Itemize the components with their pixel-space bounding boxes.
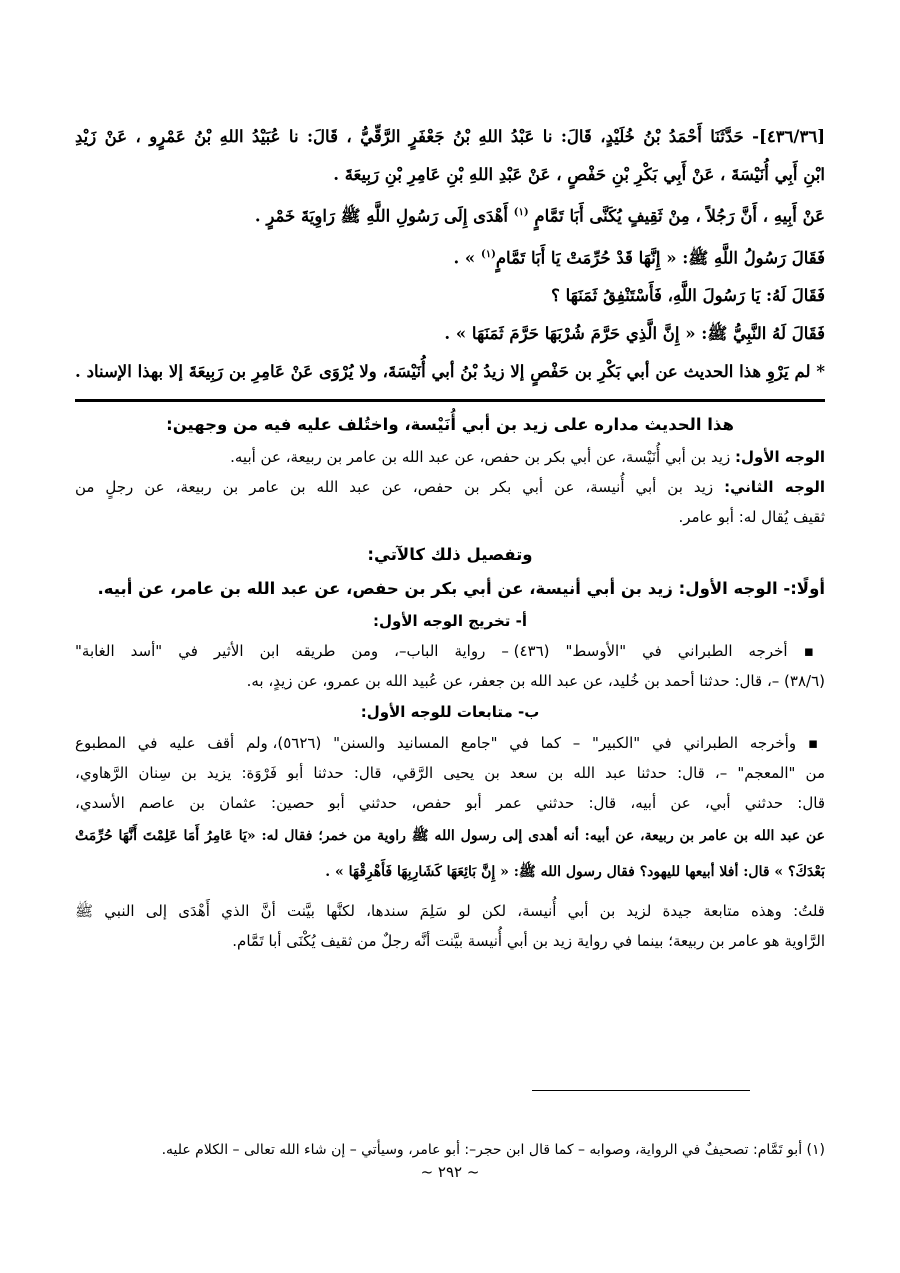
footnote-marker[interactable]: (١) [481, 248, 496, 260]
hadith-line-2: ابْنِ أَبِي أُنَيْسَةَ ، عَنْ أَبِي بَكْرِ بْنِ حَفْصٍ ، عَنْ عَبْدِ اللهِ بْنِ عَامِرِ بْنِ رَبِيعَةَ . [333, 165, 825, 184]
hadith-line-7: * لم يَرْوِ هذا الحديث عن أبي بَكْرِ بن حَفْصٍ إلا زيدُ بْنُ أبي أُنَيْسَةَ، ولا يُرْوَى عَنْ عَامِرِ بن رَبِيعَةَ إلا بهذا الإسناد . [75, 362, 825, 381]
footnote: (١) أبو تَمَّام: تصحيفٌ في الرواية، وصوابه – كما قال ابن حجر–: أبو عامر، وسيأتي – إن شاء الله تعالى – الكلام عليه. [161, 1142, 825, 1158]
section-divider [75, 399, 825, 402]
qult-text: وهذه متابعة جيدة لزيد بن أبي أُنيسة، لكن لو سَلِمَ سندها، لكنَّها بيَّنت أنَّ الذي أَهْدَى إلى النبي ﷺ [75, 902, 782, 920]
qult-label: قلتُ: [793, 902, 825, 920]
hadith-line-3-text: عَنْ أَبِيهِ ، أَنَّ رَجُلاً ، مِنْ ثَقِيفٍ يُكَنَّى أَبَا تَمَّامٍ [534, 206, 825, 226]
subheading-mutabaat: ب- متابعات للوجه الأول: [360, 703, 540, 721]
subheading-takhrij: أ- تخريج الوجه الأول: [373, 612, 527, 630]
intro-heading: هذا الحديث مداره على زيد بن أبي أُنَيْسة، واختُلف عليه فيه من وجهين: [166, 415, 734, 434]
hadith-line-5: فَقَالَ لَهُ: يَا رَسُولَ اللَّهِ، فَأَسْتَنْفِقُ ثَمَنَهَا ؟ [551, 286, 825, 305]
face-2 [75, 472, 825, 502]
hadith-line-4-text-end: » . [453, 248, 476, 267]
footnote-divider [532, 1090, 750, 1091]
face-1-text: زيد بن أبي أُنَيْسة، عن أبي بكر بن حفص، عن عبد الله بن عامر بن ربيعة، عن أبيه. [230, 448, 731, 466]
page-number: ~ ٢٩٢ ~ [420, 1163, 480, 1181]
mutabaat-line-1: ▪ وأخرجه الطبراني في "الكبير" – كما في "جامع المسانيد والسنن" (٥٦٢٦)، ولم أقف عليه في المطبوع [75, 734, 825, 752]
face-1-label: الوجه الأول: [735, 448, 825, 466]
qult-line-2: الرَّاوية هو عامر بن ربيعة؛ بينما في رواية زيد بن أبي أُنيسة بيَّنت أنَّه رجلٌ من ثقيف يُكْنَى أبا تَمَّام. [232, 932, 825, 950]
face-2-label: الوجه الثاني: [724, 478, 825, 496]
first-face-heading: أولًا:- الوجه الأول: زيد بن أبي أنيسة، عن أبي بكر بن حفص، عن عبد الله بن عامر، عن أبيه. [97, 579, 825, 598]
face-1 [75, 442, 825, 472]
mutabaat-line-3: قال: حدثني أبي، عن أبيه، قال: حدثني عمر أبو حفص، حدثني أبو حصين: عثمان بن عاصم الأسدي، [75, 794, 825, 812]
page-body [75, 118, 825, 956]
mutabaat-line-5: بَعْدَكَ؟ » قال: أفلا أبيعها لليهود؟ فقال رسول الله ﷺ: « إِنَّ بَائِعَهَا كَشَارِبِهَا فَأَهْرِقْهَا » . [325, 864, 825, 880]
hadith-line-4 [75, 236, 825, 278]
hadith-line-3 [75, 194, 825, 236]
mutabaat-line-2: من "المعجم" –، قال: حدثنا عبد الله بن سعد بن يحيى الرَّقي، قال: حدثنا أبو فَرْوَة: يزيد بن سِنان الرَّهاوي، [75, 764, 825, 782]
face-2-text: زيد بن أبي أُنيسة، عن أبي بكر بن حفص، عن عبد الله بن عامر بن ربيعة، عن رجلٍ من [75, 478, 714, 496]
takhrij-line-2: (٣٨/٦) –، قال: حدثنا أحمد بن خُليد، عن عبد الله بن جعفر، عن عُبيد الله بن عمرو، عن زيدٍ، به. [246, 672, 825, 690]
details-heading: وتفصيل ذلك كالآتي: [367, 545, 533, 564]
hadith-line-6: فَقَالَ لَهُ النَّبِيُّ ﷺ: « إِنَّ الَّذِي حَرَّمَ شُرْبَهَا حَرَّمَ ثَمَنَهَا » . [444, 324, 825, 343]
footnote-marker[interactable]: (١) [513, 207, 529, 218]
takhrij-line-1: ▪ أخرجه الطبراني في "الأوسط" (٤٣٦) – رواية الباب–، ومن طريقه ابن الأثير في "أسد الغابة" [75, 642, 825, 660]
qult-line-1 [75, 896, 825, 926]
hadith-line-3-text-end: أَهْدَى إِلَى رَسُولِ اللَّهِ ﷺ رَاوِيَةَ خَمْرٍ . [254, 206, 509, 226]
hadith-line-1: [٤٣٦/٣٦]- حَدَّثَنَا أَحْمَدُ بْنُ خُلَيْدٍ، قَالَ: نا عَبْدُ اللهِ بْنُ جَعْفَرٍ الرَّقِّيُّ ، قَالَ: نا عُبَيْدُ اللهِ بْنُ عَمْرٍو ، عَنْ زَيْدِ [75, 127, 825, 146]
hadith-line-4-text: فَقَالَ رَسُولُ اللَّهِ ﷺ: « إِنَّهَا قَدْ حُرِّمَتْ يَا أَبَا تَمَّامٍ [495, 248, 825, 267]
face-2-continued: ثقيف يُقال له: أبو عامر. [678, 508, 825, 526]
mutabaat-line-4: عن عبد الله بن عامر بن ربيعة، عن أبيه: أنه أهدى إلى رسول الله ﷺ راوية من خمر؛ فقال له: «يَا عَامِرُ أَمَا عَلِمْتَ أَنَّهَا حُرِّمَتْ [75, 828, 825, 844]
